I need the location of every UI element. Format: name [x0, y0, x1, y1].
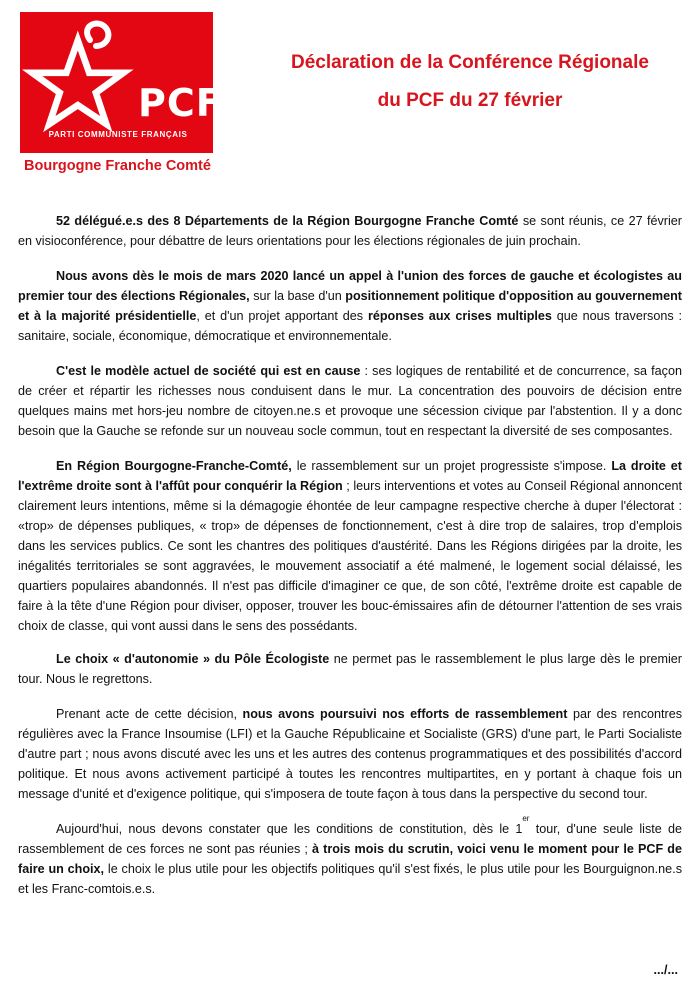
text: le choix le plus utile pour les objectifs politiques qu'il s'est fixés, le plus utile pour les Bourguignon.ne.s et les Franc-comtois.e.s.: [18, 862, 682, 896]
bold-text: positionnement politique d'opposition au gouvernement et à la majorité présidentielle: [18, 289, 682, 323]
pcf-logo: [20, 12, 223, 153]
superscript: er: [522, 814, 530, 823]
text: par des rencontres régulières avec la France Insoumise (LFI) et la Gauche Républicaine et Socialiste (GRS) d'une part, le Parti Socialiste d'autre part ; nous avons discuté avec les uns et les autres des contenus programmatiques et des possibilités d'accord politique. Et nous avons activement participé à toutes les rencontres multipartites, en y portant à chaque fois un message d'unité et d'exigence politique, qui s'imposera de toute façon à tous dans la perspective du second tour.: [18, 707, 682, 801]
bold-text: En Région Bourgogne-Franche-Comté,: [56, 459, 292, 473]
bold-text: C'est le modèle actuel de société qui est en cause: [56, 364, 361, 378]
text: que nous traversons : sanitaire, sociale, économique, démocratique et environnementale.: [18, 309, 682, 343]
bold-text: Le choix « d'autonomie » du Pôle Écologiste: [56, 652, 330, 666]
logo-subtitle: PARTI COMMUNISTE FRANÇAIS: [48, 130, 188, 139]
text: sur la base d'un: [249, 289, 346, 303]
text: Aujourd'hui, nous devons constater que les conditions de constitution, dès le 1: [56, 822, 523, 836]
text: Prenant acte de cette décision,: [56, 707, 243, 721]
logo-wordmark: PCF: [138, 81, 223, 125]
bold-text: Nous avons dès le mois de mars 2020 lancé un appel à l'union des forces de gauche et écologistes au premier tour des élections Régionales,: [18, 269, 682, 303]
paragraph-2: [18, 266, 682, 346]
document-body: [18, 211, 682, 914]
document-title-line-2: du PCF du 27 février: [377, 90, 563, 111]
bold-text: à trois mois du scrutin, voici venu le moment pour le PCF de faire un choix,: [18, 842, 682, 876]
paragraph-5: [18, 649, 682, 689]
bold-text: réponses aux crises multiples: [367, 309, 552, 323]
bold-text: La droite et l'extrême droite sont à l'affût pour conquérir la Région: [18, 459, 682, 493]
document-title-line-1: Déclaration de la Conférence Régionale: [291, 52, 649, 73]
text: ; leurs interventions et votes au Conseil Régional annoncent clairement leurs intentions, même si la démagogie éhontée de leur campagne respective cherche à duper l'électorat : «trop» de dépenses publiques, « trop» de dépenses de fonctionnement, c'est à dire trop de salaires, trop d'emplois dans les services publics. Ce sont les chantres des politiques d'austérité. Dans les Régions dirigées par la droite, les inégalités territoriales se sont aggravées, le mouvement associatif a été malmené, le logement social délaissé, les quartiers populaires abandonnés. Il n'est pas difficile d'imaginer ce que, de son côté, l'extrême droite est capable de faire à la tête d'une Région pour diviser, opposer, trouver les bouc-émissaires afin de détourner l'attention de ses vrais choix de classe, qui vont aussi dans le sens des possédants.: [18, 479, 682, 633]
continuation-mark: .../...: [653, 963, 678, 977]
text: se sont réunis, ce 27 février en visioconférence, pour débattre de leurs orientations pour les élections régionales de juin prochain.: [18, 214, 682, 248]
paragraph-7: [18, 814, 682, 899]
text: , et d'un projet apportant des: [196, 309, 368, 323]
text: tour, d'une seule liste de rassemblement de ces forces ne sont pas réunies ;: [18, 822, 682, 856]
region-label: Bourgogne Franche Comté: [24, 158, 211, 174]
paragraph-3: [18, 361, 682, 441]
paragraph-6: [18, 704, 682, 804]
text: : ses logiques de rentabilité et de concurrence, sa façon de créer et répartir les richesses nous conduisent dans le mur. La concentration des pouvoirs de décision entre quelques mains met hors-jeu nombre de citoyen.ne.s et provoque une sécession civique par l'abstention. Il y a donc besoin que la Gauche se refonde sur un nouveau socle commun, tout en respectant la diversité de ses composantes.: [18, 364, 682, 438]
text: ne permet pas le rassemblement le plus large dès le premier tour. Nous le regrettons.: [18, 652, 682, 686]
bold-text: nous avons poursuivi nos efforts de rassemblement: [242, 707, 568, 721]
paragraph-4: [18, 456, 682, 636]
paragraph-1: [18, 211, 682, 251]
bold-text: 52 délégué.e.s des 8 Départements de la Région Bourgogne Franche Comté: [56, 214, 519, 228]
text: le rassemblement sur un projet progressiste s'impose.: [291, 459, 612, 473]
